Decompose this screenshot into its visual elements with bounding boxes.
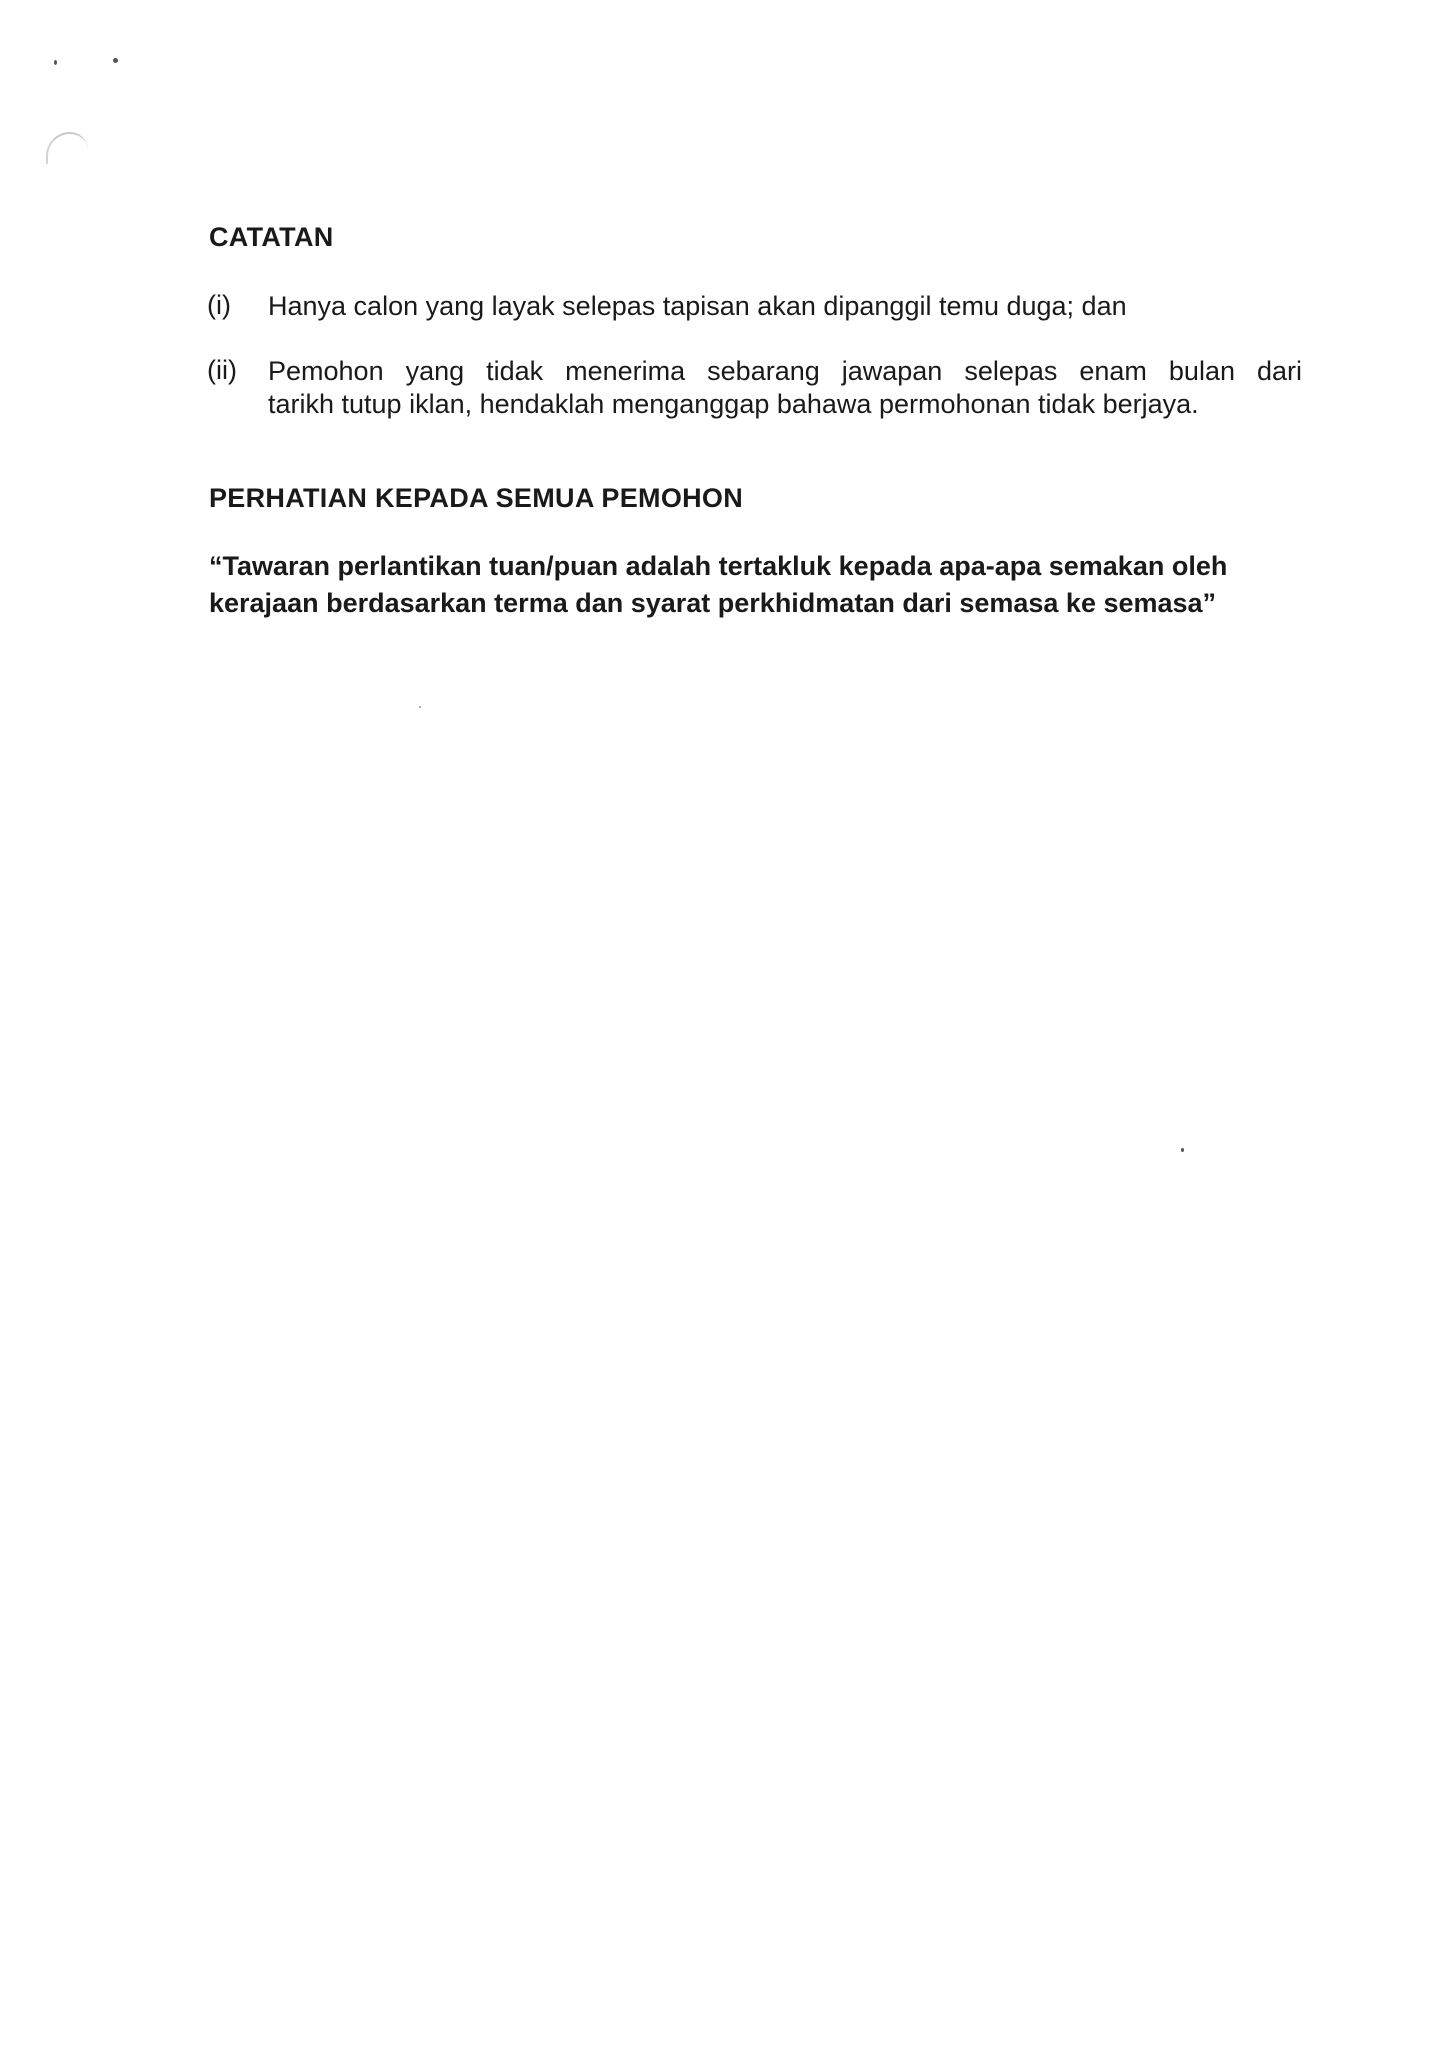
scan-speck	[419, 706, 421, 708]
perhatian-heading: PERHATIAN KEPADA SEMUA PEMOHON	[209, 483, 744, 513]
notice-paragraph	[209, 548, 1304, 622]
scan-speck	[113, 58, 118, 63]
item-text: Hanya calon yang layak selepas tapisan akan dipanggil temu duga; dan	[268, 291, 1127, 321]
item-number: (ii)	[207, 355, 237, 385]
notice-line: “Tawaran perlantikan tuan/puan adalah tertakluk kepada apa-apa semakan oleh	[209, 551, 1228, 581]
item-text-line: tarikh tutup iklan, hendaklah menganggap bahawa permohonan tidak berjaya.	[268, 389, 1199, 419]
scan-mark	[46, 132, 88, 164]
scan-speck	[54, 60, 57, 65]
item-text	[268, 355, 1302, 421]
catatan-heading: CATATAN	[209, 222, 334, 252]
item-number: (i)	[207, 290, 231, 320]
scan-speck	[1181, 1148, 1184, 1152]
item-text-line: Pemohon yang tidak menerima sebarang jawapan selepas enam bulan dari	[268, 356, 1302, 386]
notice-line: kerajaan berdasarkan terma dan syarat perkhidmatan dari semasa ke semasa”	[209, 588, 1217, 618]
